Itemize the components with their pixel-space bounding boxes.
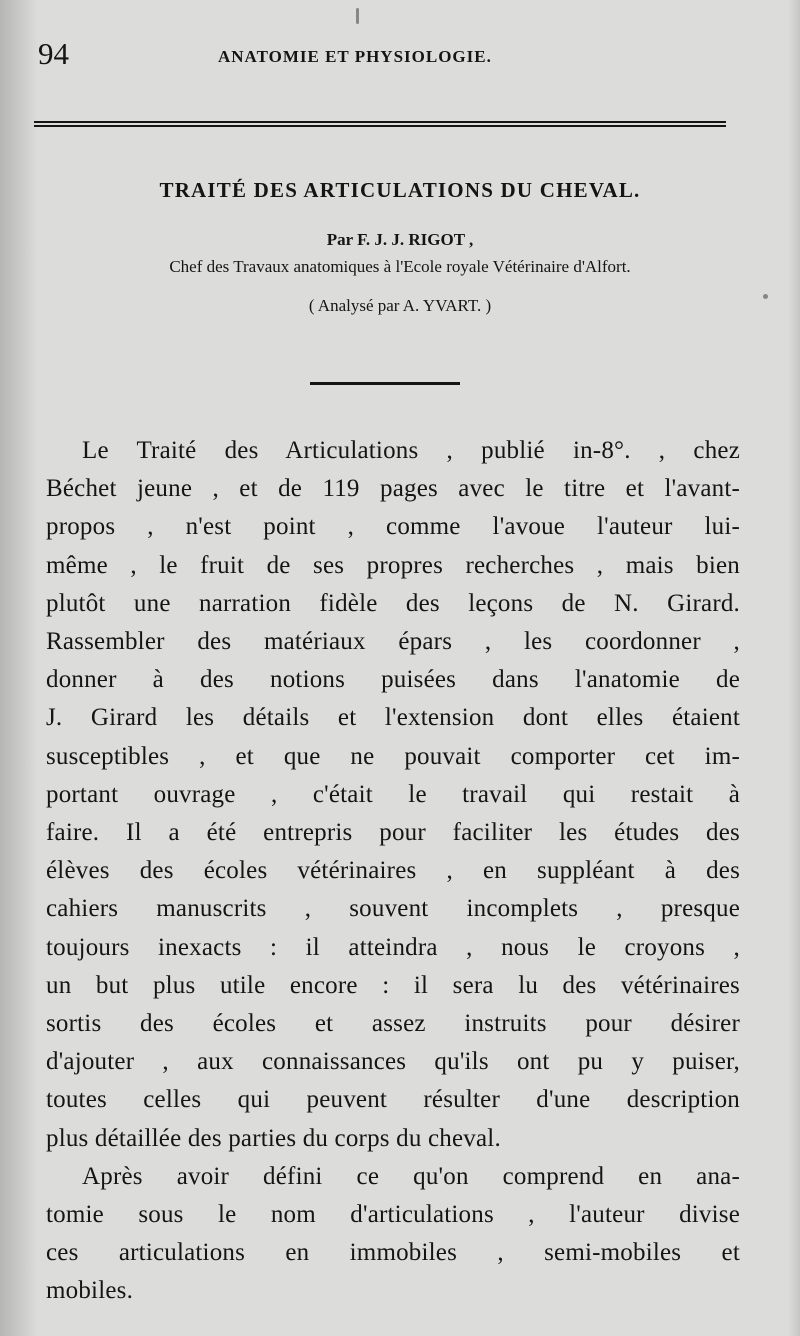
article-author: Par F. J. J. RIGOT , bbox=[326, 230, 474, 249]
text-line: plutôt une narration fidèle des leçons de N. Girard. bbox=[46, 589, 740, 617]
text-line: propos , n'est point , comme l'avoue l'auteur lui- bbox=[46, 513, 740, 541]
text-line: J. Girard les détails et l'extension dont elles étaient bbox=[46, 704, 740, 732]
text-line: portant ouvrage , c'était le travail qui restait à bbox=[46, 780, 740, 808]
text-line: Après avoir défini ce qu'on comprend en ana- bbox=[82, 1162, 740, 1190]
header-double-rule bbox=[34, 121, 726, 127]
text-line: même , le fruit de ses propres recherches , mais bien bbox=[46, 551, 740, 579]
text-line: donner à des notions puisées dans l'anatomie de bbox=[46, 666, 740, 694]
ink-speck bbox=[356, 8, 359, 24]
text-line: Le Traité des Articulations , publié in-8°. , chez bbox=[82, 437, 740, 464]
page-number: 94 bbox=[38, 36, 69, 71]
text-line: d'ajouter , aux connaissances qu'ils ont pu y puiser, bbox=[46, 1048, 740, 1076]
text-line: tomie sous le nom d'articulations , l'auteur divise bbox=[46, 1201, 740, 1229]
text-line: ces articulations en immobiles , semi-mobiles et bbox=[46, 1239, 740, 1267]
paragraph-1 bbox=[46, 432, 740, 1158]
text-line: sortis des écoles et assez instruits pour désirer bbox=[46, 1010, 740, 1038]
text-line: cahiers manuscrits , souvent incomplets , presque bbox=[46, 895, 740, 923]
ink-speck bbox=[763, 294, 768, 299]
title-separator-rule bbox=[310, 382, 460, 385]
author-position: Chef des Travaux anatomiques à l'Ecole royale Vétérinaire d'Alfort. bbox=[169, 257, 631, 276]
text-line: faire. Il a été entrepris pour faciliter les études des bbox=[46, 819, 740, 847]
text-line: toutes celles qui peuvent résulter d'une description bbox=[46, 1086, 740, 1114]
text-line: toujours inexacts : il atteindra , nous le croyons , bbox=[46, 933, 740, 961]
text-line: élèves des écoles vétérinaires , en suppléant à des bbox=[46, 857, 740, 885]
running-head: ANATOMIE ET PHYSIOLOGIE. bbox=[218, 47, 492, 66]
right-page-shadow bbox=[788, 0, 800, 1336]
article-analyst: ( Analysé par A. YVART. ) bbox=[308, 296, 492, 315]
text-line: un but plus utile encore : il sera lu des vétérinaires bbox=[46, 971, 740, 999]
paragraph-2 bbox=[46, 1158, 740, 1311]
page-header bbox=[38, 36, 738, 76]
text-line: mobiles. bbox=[46, 1277, 134, 1305]
text-line: susceptibles , et que ne pouvait comporter cet im- bbox=[46, 742, 740, 770]
text-line: Rassembler des matériaux épars , les coordonner , bbox=[46, 628, 740, 656]
article-body bbox=[46, 432, 740, 1311]
article-title-block bbox=[40, 174, 760, 320]
text-line: plus détaillée des parties du corps du cheval. bbox=[46, 1124, 501, 1152]
left-page-shadow bbox=[0, 0, 38, 1336]
text-line: Béchet jeune , et de 119 pages avec le titre et l'avant- bbox=[46, 475, 740, 503]
article-title: TRAITÉ DES ARTICULATIONS DU CHEVAL. bbox=[159, 178, 641, 202]
